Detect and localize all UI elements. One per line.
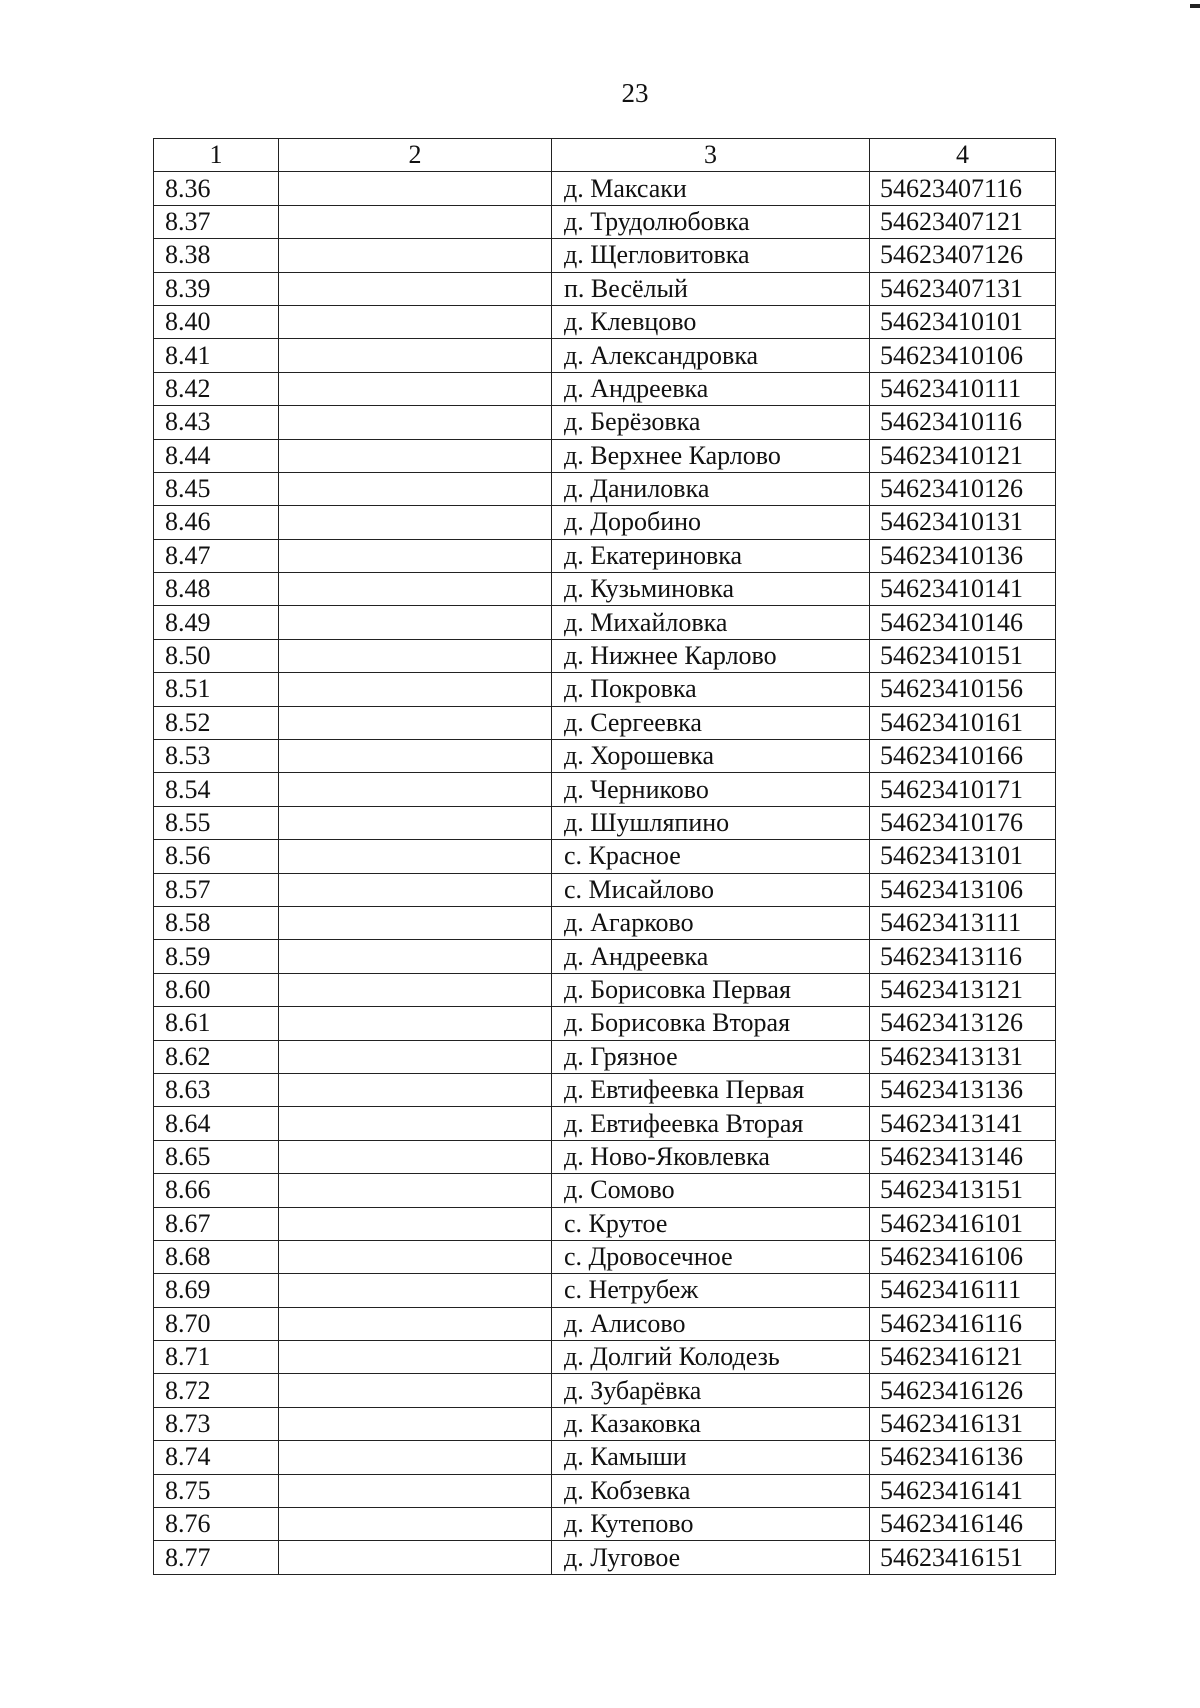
settlement-name: д. Екатериновка: [552, 539, 870, 572]
item-number: 8.55: [154, 806, 279, 839]
column-2-cell: [279, 439, 552, 472]
settlement-name: д. Нижнее Карлово: [552, 639, 870, 672]
oktmo-code: 54623416146: [870, 1508, 1056, 1541]
item-number: 8.48: [154, 573, 279, 606]
oktmo-code: 54623410156: [870, 673, 1056, 706]
settlement-name: д. Доробино: [552, 506, 870, 539]
table-header-row: [154, 139, 1056, 172]
table-row: [154, 1374, 1056, 1407]
settlement-name: д. Щегловитовка: [552, 239, 870, 272]
oktmo-code: 54623410101: [870, 305, 1056, 338]
oktmo-code: 54623413136: [870, 1073, 1056, 1106]
item-number: 8.54: [154, 773, 279, 806]
oktmo-code: 54623410126: [870, 472, 1056, 505]
item-number: 8.64: [154, 1107, 279, 1140]
oktmo-code: 54623410121: [870, 439, 1056, 472]
item-number: 8.74: [154, 1441, 279, 1474]
table-row: [154, 740, 1056, 773]
column-2-cell: [279, 806, 552, 839]
oktmo-code: 54623416131: [870, 1407, 1056, 1440]
settlement-name: д. Берёзовка: [552, 406, 870, 439]
oktmo-code: 54623413126: [870, 1007, 1056, 1040]
item-number: 8.52: [154, 706, 279, 739]
settlement-name: д. Долгий Колодезь: [552, 1341, 870, 1374]
column-2-cell: [279, 639, 552, 672]
settlement-name: д. Верхнее Карлово: [552, 439, 870, 472]
column-2-cell: [279, 1508, 552, 1541]
table-row: [154, 1240, 1056, 1273]
column-2-cell: [279, 973, 552, 1006]
table-row: [154, 1140, 1056, 1173]
table-row: [154, 1274, 1056, 1307]
column-2-cell: [279, 372, 552, 405]
item-number: 8.63: [154, 1073, 279, 1106]
table-row: [154, 1073, 1056, 1106]
oktmo-code: 54623410151: [870, 639, 1056, 672]
column-2-cell: [279, 706, 552, 739]
table-row: [154, 639, 1056, 672]
item-number: 8.75: [154, 1474, 279, 1507]
settlement-name: д. Агарково: [552, 906, 870, 939]
column-2-cell: [279, 1240, 552, 1273]
column-2-cell: [279, 1474, 552, 1507]
column-2-cell: [279, 940, 552, 973]
table-row: [154, 673, 1056, 706]
oktmo-code: 54623410131: [870, 506, 1056, 539]
table-row: [154, 806, 1056, 839]
table-row: [154, 305, 1056, 338]
item-number: 8.70: [154, 1307, 279, 1340]
item-number: 8.72: [154, 1374, 279, 1407]
oktmo-code: 54623410171: [870, 773, 1056, 806]
oktmo-code: 54623416151: [870, 1541, 1056, 1574]
table-row: [154, 606, 1056, 639]
column-header-3: 3: [552, 139, 870, 172]
table-row: [154, 1174, 1056, 1207]
table-row: [154, 1474, 1056, 1507]
column-2-cell: [279, 1040, 552, 1073]
oktmo-code: 54623410111: [870, 372, 1056, 405]
item-number: 8.46: [154, 506, 279, 539]
column-2-cell: [279, 573, 552, 606]
table-row: [154, 1007, 1056, 1040]
settlement-name: д. Евтифеевка Вторая: [552, 1107, 870, 1140]
table-row: [154, 1441, 1056, 1474]
oktmo-code: 54623416126: [870, 1374, 1056, 1407]
column-2-cell: [279, 1007, 552, 1040]
table-row: [154, 272, 1056, 305]
settlement-name: д. Сергеевка: [552, 706, 870, 739]
oktmo-code: 54623413106: [870, 873, 1056, 906]
settlement-name: с. Дровосечное: [552, 1240, 870, 1273]
column-2-cell: [279, 539, 552, 572]
table-row: [154, 372, 1056, 405]
settlement-name: д. Камыши: [552, 1441, 870, 1474]
settlement-name: д. Зубарёвка: [552, 1374, 870, 1407]
item-number: 8.61: [154, 1007, 279, 1040]
item-number: 8.41: [154, 339, 279, 372]
table-row: [154, 873, 1056, 906]
item-number: 8.66: [154, 1174, 279, 1207]
column-2-cell: [279, 205, 552, 238]
item-number: 8.40: [154, 305, 279, 338]
oktmo-code: 54623416116: [870, 1307, 1056, 1340]
settlement-name: д. Луговое: [552, 1541, 870, 1574]
settlement-name: д. Евтифеевка Первая: [552, 1073, 870, 1106]
settlement-name: д. Максаки: [552, 172, 870, 205]
column-2-cell: [279, 740, 552, 773]
settlement-name: д. Кобзевка: [552, 1474, 870, 1507]
table-row: [154, 239, 1056, 272]
oktmo-code: 54623413146: [870, 1140, 1056, 1173]
settlement-name: д. Даниловка: [552, 472, 870, 505]
settlement-name: д. Борисовка Вторая: [552, 1007, 870, 1040]
item-number: 8.53: [154, 740, 279, 773]
table-row: [154, 172, 1056, 205]
oktmo-code: 54623413141: [870, 1107, 1056, 1140]
oktmo-code: 54623407131: [870, 272, 1056, 305]
settlement-name: д. Ново-Яковлевка: [552, 1140, 870, 1173]
item-number: 8.71: [154, 1341, 279, 1374]
settlement-name: д. Александровка: [552, 339, 870, 372]
settlement-name: д. Покровка: [552, 673, 870, 706]
settlement-name: д. Трудолюбовка: [552, 205, 870, 238]
oktmo-code: 54623410136: [870, 539, 1056, 572]
oktmo-code: 54623416141: [870, 1474, 1056, 1507]
item-number: 8.50: [154, 639, 279, 672]
item-number: 8.36: [154, 172, 279, 205]
settlement-name: д. Борисовка Первая: [552, 973, 870, 1006]
item-number: 8.49: [154, 606, 279, 639]
column-2-cell: [279, 1407, 552, 1440]
oktmo-code: 54623416101: [870, 1207, 1056, 1240]
table-row: [154, 1207, 1056, 1240]
settlement-name: д. Андреевка: [552, 940, 870, 973]
oktmo-code: 54623413101: [870, 840, 1056, 873]
column-header-1: 1: [154, 139, 279, 172]
oktmo-code: 54623413111: [870, 906, 1056, 939]
column-2-cell: [279, 339, 552, 372]
column-2-cell: [279, 1073, 552, 1106]
table-row: [154, 1407, 1056, 1440]
oktmo-code: 54623410146: [870, 606, 1056, 639]
oktmo-code: 54623413121: [870, 973, 1056, 1006]
oktmo-code: 54623413116: [870, 940, 1056, 973]
column-2-cell: [279, 840, 552, 873]
column-2-cell: [279, 1541, 552, 1574]
item-number: 8.76: [154, 1508, 279, 1541]
column-2-cell: [279, 1140, 552, 1173]
settlement-name: п. Весёлый: [552, 272, 870, 305]
settlement-name: д. Сомово: [552, 1174, 870, 1207]
column-2-cell: [279, 1441, 552, 1474]
scan-edge-mark: [1190, 4, 1200, 8]
oktmo-code: 54623410141: [870, 573, 1056, 606]
item-number: 8.62: [154, 1040, 279, 1073]
settlement-name: д. Кутепово: [552, 1508, 870, 1541]
table-row: [154, 339, 1056, 372]
oktmo-code: 54623410116: [870, 406, 1056, 439]
settlement-name: с. Красное: [552, 840, 870, 873]
table-row: [154, 906, 1056, 939]
oktmo-code: 54623416111: [870, 1274, 1056, 1307]
column-2-cell: [279, 472, 552, 505]
oktmo-code: 54623413151: [870, 1174, 1056, 1207]
oktmo-code: 54623410161: [870, 706, 1056, 739]
table-body: [154, 172, 1056, 1574]
item-number: 8.37: [154, 205, 279, 238]
column-2-cell: [279, 172, 552, 205]
column-2-cell: [279, 1207, 552, 1240]
oktmo-code: 54623416121: [870, 1341, 1056, 1374]
item-number: 8.43: [154, 406, 279, 439]
item-number: 8.68: [154, 1240, 279, 1273]
table-row: [154, 706, 1056, 739]
item-number: 8.60: [154, 973, 279, 1006]
column-header-4: 4: [870, 139, 1056, 172]
oktmo-code: 54623410166: [870, 740, 1056, 773]
column-2-cell: [279, 1307, 552, 1340]
oktmo-code: 54623410106: [870, 339, 1056, 372]
settlement-name: д. Шушляпино: [552, 806, 870, 839]
oktmo-code: 54623416136: [870, 1441, 1056, 1474]
column-2-cell: [279, 1374, 552, 1407]
column-2-cell: [279, 773, 552, 806]
table-row: [154, 1508, 1056, 1541]
table-row: [154, 1341, 1056, 1374]
item-number: 8.59: [154, 940, 279, 973]
column-2-cell: [279, 239, 552, 272]
settlement-name: д. Казаковка: [552, 1407, 870, 1440]
item-number: 8.39: [154, 272, 279, 305]
item-number: 8.67: [154, 1207, 279, 1240]
column-2-cell: [279, 1107, 552, 1140]
column-header-2: 2: [279, 139, 552, 172]
item-number: 8.73: [154, 1407, 279, 1440]
column-2-cell: [279, 606, 552, 639]
settlement-name: д. Алисово: [552, 1307, 870, 1340]
table-row: [154, 1541, 1056, 1574]
settlement-name: д. Хорошевка: [552, 740, 870, 773]
table-row: [154, 1307, 1056, 1340]
settlement-name: д. Михайловка: [552, 606, 870, 639]
settlement-name: д. Кузьминовка: [552, 573, 870, 606]
column-2-cell: [279, 305, 552, 338]
table-row: [154, 205, 1056, 238]
settlement-name: с. Крутое: [552, 1207, 870, 1240]
column-2-cell: [279, 406, 552, 439]
item-number: 8.77: [154, 1541, 279, 1574]
item-number: 8.57: [154, 873, 279, 906]
page-number: 23: [621, 78, 649, 108]
oktmo-code: 54623407116: [870, 172, 1056, 205]
settlements-table: [153, 138, 1056, 1575]
column-2-cell: [279, 1341, 552, 1374]
oktmo-code: 54623410176: [870, 806, 1056, 839]
column-2-cell: [279, 1174, 552, 1207]
column-2-cell: [279, 272, 552, 305]
oktmo-code: 54623407121: [870, 205, 1056, 238]
table-row: [154, 773, 1056, 806]
table-row: [154, 573, 1056, 606]
item-number: 8.56: [154, 840, 279, 873]
table-row: [154, 539, 1056, 572]
settlement-name: с. Нетрубеж: [552, 1274, 870, 1307]
item-number: 8.44: [154, 439, 279, 472]
table-row: [154, 439, 1056, 472]
settlement-name: д. Андреевка: [552, 372, 870, 405]
table-row: [154, 973, 1056, 1006]
item-number: 8.51: [154, 673, 279, 706]
settlement-name: с. Мисайлово: [552, 873, 870, 906]
column-2-cell: [279, 506, 552, 539]
column-2-cell: [279, 873, 552, 906]
item-number: 8.47: [154, 539, 279, 572]
column-2-cell: [279, 673, 552, 706]
oktmo-code: 54623416106: [870, 1240, 1056, 1273]
table-row: [154, 406, 1056, 439]
item-number: 8.38: [154, 239, 279, 272]
table-row: [154, 1040, 1056, 1073]
table-row: [154, 506, 1056, 539]
column-2-cell: [279, 1274, 552, 1307]
settlement-name: д. Клевцово: [552, 305, 870, 338]
table-row: [154, 840, 1056, 873]
settlement-name: д. Грязное: [552, 1040, 870, 1073]
oktmo-code: 54623413131: [870, 1040, 1056, 1073]
table-row: [154, 1107, 1056, 1140]
item-number: 8.42: [154, 372, 279, 405]
table-row: [154, 940, 1056, 973]
item-number: 8.58: [154, 906, 279, 939]
item-number: 8.45: [154, 472, 279, 505]
settlement-name: д. Черниково: [552, 773, 870, 806]
item-number: 8.65: [154, 1140, 279, 1173]
table-row: [154, 472, 1056, 505]
oktmo-code: 54623407126: [870, 239, 1056, 272]
item-number: 8.69: [154, 1274, 279, 1307]
column-2-cell: [279, 906, 552, 939]
